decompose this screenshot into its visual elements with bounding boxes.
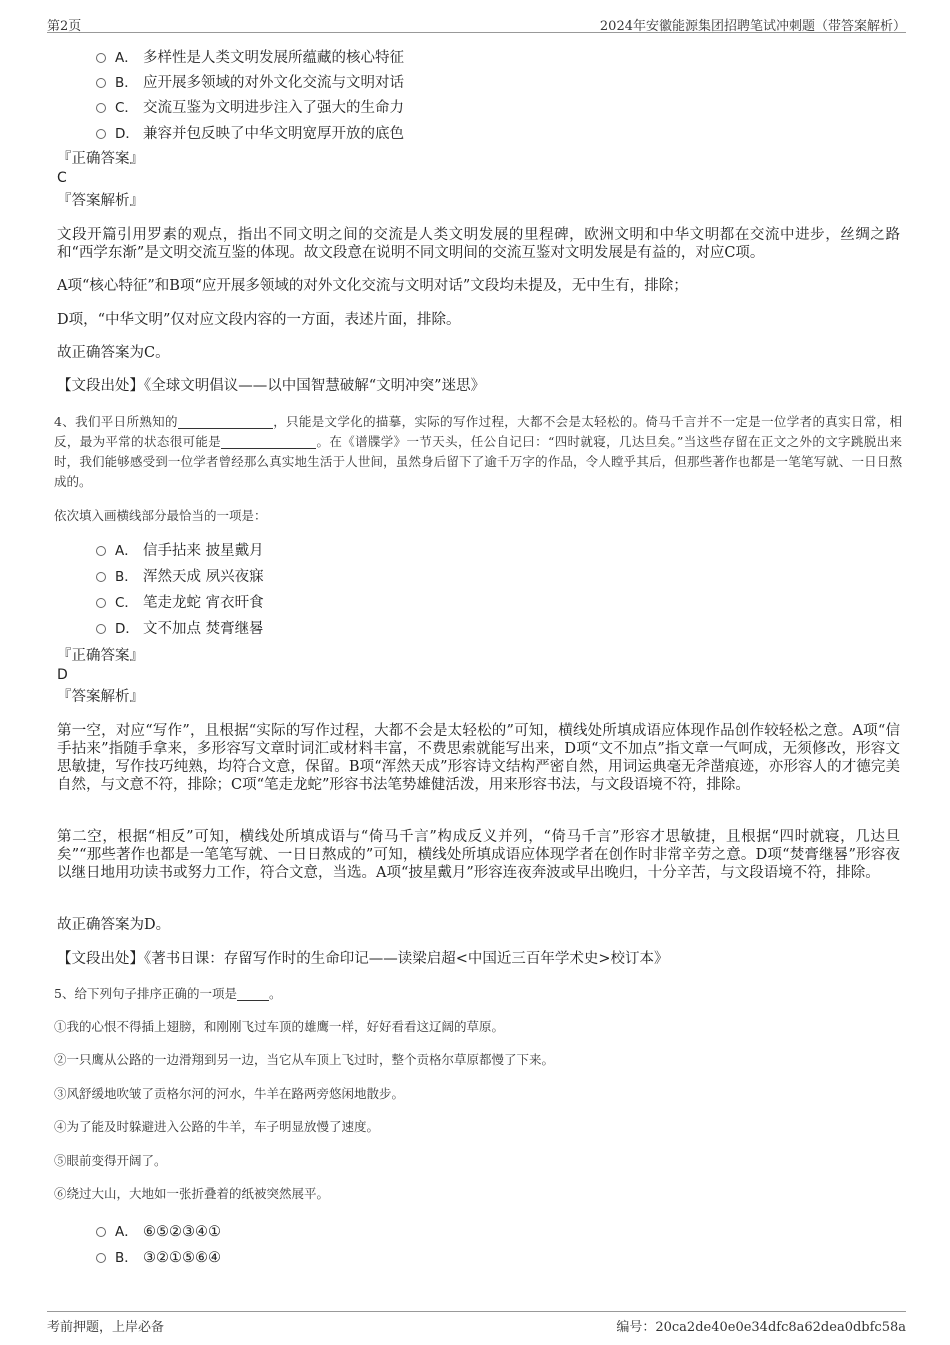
radio-icon[interactable] xyxy=(96,78,106,88)
q5-sentence-1: ①我的心恨不得插上翅膀，和刚刚飞过车顶的雄鹰一样，好好看看这辽阔的草原。 xyxy=(54,1019,505,1034)
q5-sentence-6: ⑥绕过大山，大地如一张折叠着的纸被突然展平。 xyxy=(54,1186,330,1201)
q5-sentence-5: ⑤眼前变得开阔了。 xyxy=(54,1153,167,1168)
document-code: 编号：20ca2de40e0e34dfc8a62dea0dbfc58a xyxy=(616,1320,906,1335)
q4-instruction: 依次填入画横线部分最恰当的一项是： xyxy=(54,508,267,523)
q4-stem: 4、我们平日所熟知的 ，只能是文学化的描摹，实际的写作过程，大都不会是太轻松的。倚马千言并不一定是一位学者的真实日常，相反，最为平常的状态很可能是 。在《谱牒学》一节天头，任公自记曰：“四时就寝，几达旦矣。”当这些存留在正文之外的文字跳脱出来时，我们能够感受到一位学者曾经那么真实地生活于人世间，虽然身后留下了逾千万字的作品，令人瞠乎其后，但那些著作也都是一笔笔写就、一日日熬成的。 xyxy=(54,414,902,489)
radio-icon[interactable] xyxy=(96,572,106,582)
radio-icon[interactable] xyxy=(96,546,106,556)
q3-option-b[interactable]: B． 应开展多领域的对外文化交流与文明对话 xyxy=(96,73,404,93)
page-number: 第2页 xyxy=(47,19,82,34)
q4-option-b[interactable]: B． 浑然天成 夙兴夜寐 xyxy=(96,567,264,587)
q3-source: 【文段出处】《全球文明倡议——以中国智慧破解“文明冲突”迷思》 xyxy=(57,378,486,394)
q3-analysis-p2: A项“核心特征”和B项“应开展多领域的对外文化交流与文明对话”文段均未提及，无中生有，排除； xyxy=(57,278,688,294)
fill-blank[interactable] xyxy=(178,415,273,429)
q4-source: 【文段出处】《著书日课：存留写作时的生命印记——读梁启超<中国近三百年学术史>校订本》 xyxy=(57,951,669,967)
radio-icon[interactable] xyxy=(96,624,106,634)
radio-icon[interactable] xyxy=(96,1227,106,1237)
q3-answer-label: 『正确答案』 xyxy=(57,151,144,167)
q5-sentence-2: ②一只鹰从公路的一边滑翔到另一边，当它从车顶上飞过时，整个贡格尔草原都慢了下来。 xyxy=(54,1052,555,1067)
radio-icon[interactable] xyxy=(96,103,106,113)
q4-option-a[interactable]: A． 信手拈来 披星戴月 xyxy=(96,541,264,561)
q3-analysis-p3: D项，“中华文明”仅对应文段内容的一方面，表述片面，排除。 xyxy=(57,312,461,328)
fill-blank[interactable] xyxy=(221,435,316,449)
q3-answer: C xyxy=(57,170,67,186)
q3-analysis-p4: 故正确答案为C。 xyxy=(57,345,170,361)
q5-stem: 5、给下列句子排序正确的一项是 。 xyxy=(54,986,282,1001)
q4-analysis-p2: 第二空，根据“相反”可知，横线处所填成语与“倚马千言”构成反义并列，“倚马千言”形容才思敏捷，且根据“四时就寝，几达旦矣”“那些著作也都是一笔笔写就、一日日熬成的”可知，横线处所填成语应体现学者在创作时非常辛劳之意。D项“焚膏继晷”形容夜以继日地用功读书或努力工作，符合文意，当选。A项“披星戴月”形容连夜奔波或早出晚归，十分辛苦，与文段语境不符，排除。 xyxy=(57,829,900,881)
q4-answer: D xyxy=(57,667,68,683)
fill-blank[interactable] xyxy=(237,987,269,1001)
radio-icon[interactable] xyxy=(96,598,106,608)
radio-icon[interactable] xyxy=(96,129,106,139)
q3-option-c[interactable]: C． 交流互鉴为文明进步注入了强大的生命力 xyxy=(96,98,404,118)
q3-analysis-label: 『答案解析』 xyxy=(57,193,144,209)
q3-analysis-p1: 文段开篇引用罗素的观点，指出不同文明之间的交流是人类文明发展的里程碑，欧洲文明和中华文明都在交流中进步，丝绸之路和“西学东渐”是文明交流互鉴的体现。故文段意在说明不同文明间的交流互鉴对文明发展是有益的，对应C项。 xyxy=(57,227,900,261)
q5-option-b[interactable]: B． ③②①⑤⑥④ xyxy=(96,1248,221,1268)
q4-analysis-p3: 故正确答案为D。 xyxy=(57,917,171,933)
footer-slogan: 考前押题，上岸必备 xyxy=(47,1320,165,1335)
q5-option-a[interactable]: A． ⑥⑤②③④① xyxy=(96,1222,221,1242)
q4-answer-label: 『正确答案』 xyxy=(57,648,144,664)
page-footer xyxy=(47,1311,906,1334)
q3-option-a[interactable]: A． 多样性是人类文明发展所蕴藏的核心特征 xyxy=(96,48,404,68)
radio-icon[interactable] xyxy=(96,53,106,63)
page-header xyxy=(47,14,906,33)
radio-icon[interactable] xyxy=(96,1253,106,1263)
q5-sentence-3: ③风舒缓地吹皱了贡格尔河的河水，牛羊在路两旁悠闲地散步。 xyxy=(54,1086,405,1101)
q3-option-d[interactable]: D． 兼容并包反映了中华文明宽厚开放的底色 xyxy=(96,124,404,144)
q4-analysis-p1: 第一空，对应“写作”，且根据“实际的写作过程，大都不会是太轻松的”可知，横线处所填成语应体现作品创作较轻松之意。A项“信手拈来”指随手拿来，多形容写文章时词汇或材料丰富，不费思索就能写出来，D项“文不加点”指文章一气呵成，无须修改，形容文思敏捷，写作技巧纯熟，均符合文意，保留。B项“浑然天成”形容诗文结构严密自然，用词运典毫无斧凿痕迹，亦形容人的才德完美自然，与文意不符，排除；C项“笔走龙蛇”形容书法笔势雄健活泼，用来形容书法，与文段语境不符，排除。 xyxy=(57,723,900,793)
q4-option-c[interactable]: C． 笔走龙蛇 宵衣旰食 xyxy=(96,593,264,613)
q4-analysis-label: 『答案解析』 xyxy=(57,689,144,705)
q4-option-d[interactable]: D． 文不加点 焚膏继晷 xyxy=(96,619,264,639)
document-title: 2024年安徽能源集团招聘笔试冲刺题（带答案解析） xyxy=(599,19,906,34)
q5-sentence-4: ④为了能及时躲避进入公路的牛羊，车子明显放慢了速度。 xyxy=(54,1119,380,1134)
